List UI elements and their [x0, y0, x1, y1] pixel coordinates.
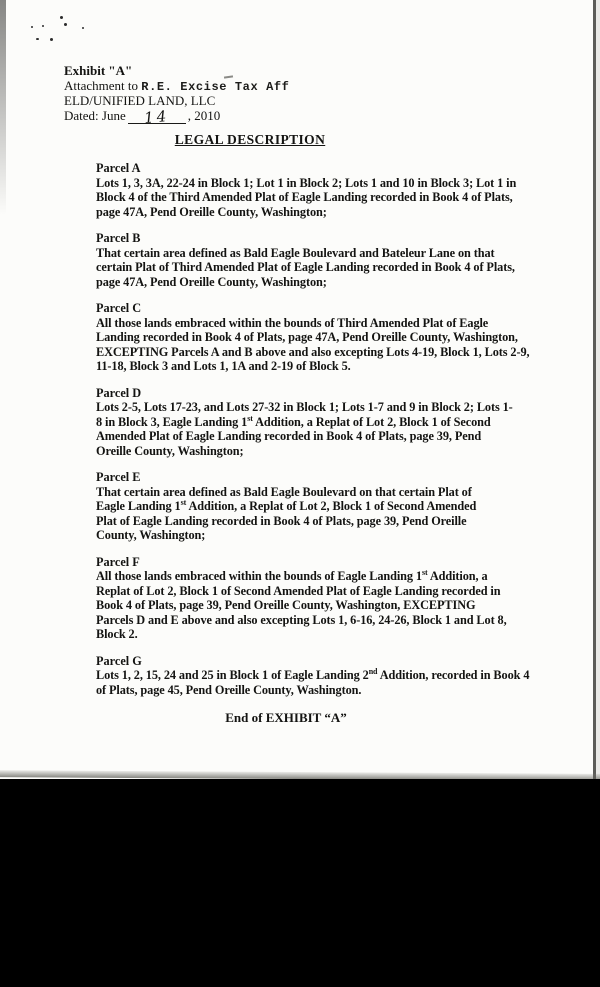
parcel-heading: Parcel C [96, 301, 142, 316]
parcel-g [96, 654, 536, 698]
parcel-b [96, 231, 536, 289]
date-suffix: , 2010 [187, 108, 221, 123]
scanner-void [0, 779, 600, 987]
scan-left-smudge [0, 0, 6, 215]
exhibit-label: Exhibit "A" [64, 63, 133, 78]
scan-speck [42, 25, 44, 27]
parcel-f [96, 555, 536, 642]
parcel-d [96, 386, 536, 459]
company-line: ELD/UNIFIED LAND, LLC [64, 92, 216, 108]
parcel-c [96, 301, 536, 374]
parcel-description: Lots 2-5, Lots 17-23, and Lots 27-32 in Block 1; Lots 1-7 and 9 in Block 2; Lots 1-8 in Block 3, Eagle Landing 1st Addition, a Replat of Lot 2, Block 1 of Second Amended Plat of Eagle Landing recorded in Book 4 of Plats, page 39, Pend Oreille County, Washington; [96, 400, 513, 458]
scan-speck [64, 23, 67, 26]
scan-speck [60, 16, 63, 19]
scan-speck [50, 38, 53, 41]
parcel-heading: Parcel B [96, 231, 141, 246]
page-title: LEGAL DESCRIPTION [174, 132, 326, 148]
date-prefix: Dated: June [64, 108, 126, 123]
handwritten-day: 14 [143, 106, 171, 128]
attachment-line [64, 79, 536, 94]
parcel-description: Lots 1, 3, 3A, 22-24 in Block 1; Lot 1 in Block 2; Lots 1 and 10 in Block 3; Lot 1 in Block 4 of the Third Amended Plat of Eagle Landing recorded in Book 4 of Plats, page 47A, Pend Oreille County, Washington; [96, 175, 517, 219]
scan-speck [82, 27, 84, 29]
parcel-heading: Parcel G [96, 653, 142, 668]
footer-row [96, 709, 476, 727]
attachment-typed-text: R.E. Excise Tax Aff [141, 79, 290, 94]
parcel-description: All those lands embraced within the bounds of Eagle Landing 1st Addition, a Replat of Lot 2, Block 1 of Second Amended Plat of Eagle Landing recorded in Book 4 of Plats, page 39, Pend Oreille County, Washington, EXCEPTING Parcels D and E above and also excepting Lots 1, 6-16, 24-26, Block 1 and Lot 8, Block 2. [96, 568, 507, 642]
scan-right-edge-line [593, 0, 596, 779]
scan-speck [36, 38, 39, 40]
title-row [64, 131, 436, 149]
parcel-list [96, 161, 536, 697]
parcel-heading: Parcel A [96, 161, 141, 176]
date-line [64, 106, 536, 128]
end-of-exhibit-label: End of EXHIBIT “A” [225, 710, 347, 726]
parcel-a [96, 161, 536, 219]
scan-speck [31, 26, 33, 28]
document-content [64, 64, 536, 727]
parcel-heading: Parcel D [96, 385, 142, 400]
parcel-e [96, 470, 536, 543]
parcel-heading: Parcel F [96, 554, 140, 569]
scan-right-margin [596, 0, 600, 779]
parcel-description: That certain area defined as Bald Eagle Boulevard on that certain Plat of Eagle Landing 1st Addition, a Replat of Lot 2, Block 1 of Second Amended Plat of Eagle Landing recorded in Book 4 of Plats, page 39, Pend Oreille County, Washington; [96, 484, 477, 543]
parcel-description: That certain area defined as Bald Eagle Boulevard and Bateleur Lane on that certain Plat of Third Amended Plat of Eagle Landing recorded in Book 4 of Plats, page 47A, Pend Oreille County, Washington; [96, 245, 515, 289]
parcel-description: Lots 1, 2, 15, 24 and 25 in Block 1 of Eagle Landing 2nd Addition, recorded in Book 4 of Plats, page 45, Pend Oreille County, Washington. [96, 667, 530, 697]
date-blank-underline [128, 106, 186, 128]
parcel-description: All those lands embraced within the bounds of Third Amended Plat of Eagle Landing recorded in Book 4 of Plats, page 47A, Pend Oreille County, Washington, EXCEPTING Parcels A and B above and also excepting Lots 4-19, Block 1, Lots 2-9, 11-18, Block 3 and Lots 1, 1A and 2-19 of Block 5. [96, 315, 530, 374]
parcel-heading: Parcel E [96, 470, 141, 485]
attachment-prefix: Attachment to [64, 77, 142, 93]
